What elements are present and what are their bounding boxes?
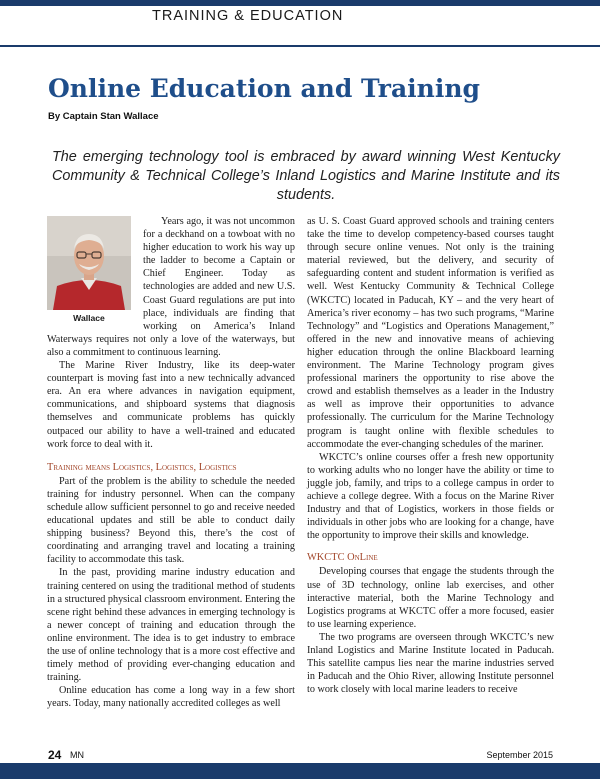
byline: By Captain Stan Wallace (48, 111, 159, 122)
issue-date: September 2015 (486, 750, 553, 760)
photo-caption: Wallace (73, 313, 105, 323)
top-color-bar (0, 0, 600, 6)
article-deck: The emerging technology tool is embraced by award winning West Kentucky Community & Technical College’s Inland Logistics and Marine Institute and its students. (52, 149, 560, 203)
paragraph: The Marine River Industry, like its deep-water counterpart is moving fast into a new technically advanced era. An era where advances in navigation equipment, communications, and shipboard systems that diagnosis themselves and communicate problems has quickly outpaced our ability to have a well-trained and educated work force to deal with it. (47, 360, 295, 450)
subheading: Training means Logistics, Logistics, Logistics (47, 461, 237, 473)
page-number: 24 (48, 748, 62, 762)
paragraph: Online education has come a long way in a few short years. Today, many nationally accredited colleges as well (47, 685, 295, 710)
paragraph: WKCTC’s online courses offer a fresh new opportunity to working adults who no longer have the ability or time to juggle job, family, and trips to a college campus in order to achieve a college degree. With a focus on the Marine River Industry and that of Logistics, workers in those fields or individuals in other jobs who are looking for a change, have the opportunity to improve their skills and knowledge. (307, 451, 554, 542)
publication-name: MN (70, 750, 84, 760)
author-photo-block (47, 216, 131, 328)
subheading: WKCTC OnLine (307, 552, 378, 564)
footer-color-bar (0, 763, 600, 779)
paragraph: Part of the problem is the ability to schedule the needed training for industry personnel. When can the company schedule allow sufficient personnel to go and receive needed educational updates and still be able to conduct daily shipping business? Beyond this, there’s the cost of coordinating and arranging travel and locating a training facility to accommodate this task. (47, 475, 295, 566)
paragraph: The two programs are overseen through WKCTC’s new Inland Logistics and Marine Institute located in Paducah. This satellite campus lies near the marine industries served in Paducah and the Ohio River, allowing Institute personnel to work closely with local marine leaders to receive (307, 631, 554, 696)
paragraph: Years ago, it was not uncommon for a deckhand on a towboat with no higher education to work his way up the ladder to become a Captain or Chief Engineer. Today as technologies are added and new U.S. Coast Guard regulations are put into place, individuals are finding that working on America’s Inland Waterways requires not only a love of the waterways, but also a commitment to continuous learning. (47, 216, 295, 358)
paragraph: as U. S. Coast Guard approved schools and training centers take the time to develop competency-based courses taught through secure online venues. Not only is the training material reviewed, but the delivery, and security of safeguarding content and student information is verified as well. West Kentucky Community & Technical College (WKCTC) located in Paducah, KY – and the very heart of America’s river economy – has two such programs, “Marine Technology” and “Logistics and Operations Management,” offered in the new and innovative means of achieving higher education through the online Blackboard learning environment. The Marine Technology program gives professional mariners the opportunity to rise above the crowd and establish themselves as a leader in the Industry as well as improve their opportunities to advance professionally. The curriculum for the Marine Technology program is taught online with flexible schedules to accommodate the ever-changing schedules of the mariner. (307, 216, 554, 450)
left-column (47, 215, 295, 710)
section-label: TRAINING & EDUCATION (152, 8, 344, 24)
author-photo (47, 216, 131, 310)
paragraph: Developing courses that engage the students through the use of 3D technology, online lab exercises, and other interactive material, both the Marine Technology and Logistics programs at WKCTC offer a more focused, easier to use learning experience. (307, 566, 554, 630)
right-column (307, 215, 554, 696)
article-title: Online Education and Training (48, 74, 481, 103)
header-rule (0, 45, 600, 47)
portrait-illustration (47, 216, 131, 310)
paragraph: In the past, providing marine industry education and training centered on using the traditional method of students in a structured physical classroom environment. Entering the scene right behind these advances in emerging technology is a newer concept of training and education through the online environment. The idea is to get industry to embrace the use of online technology that is a more cost effective and timely method of providing ever-changing education and training. (47, 567, 295, 684)
